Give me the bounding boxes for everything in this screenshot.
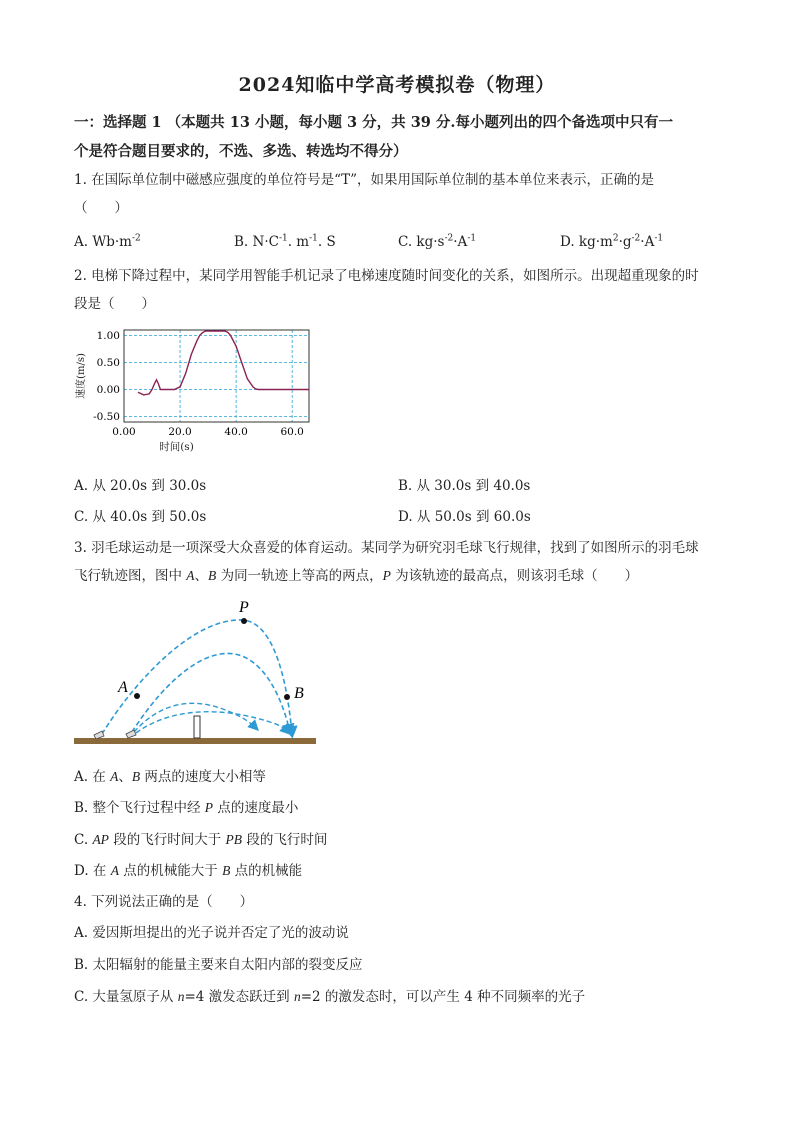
question-1-line-2: （ ） [74,200,128,216]
question-2-line-2: 段是（ ） [74,296,155,312]
point-b-marker [284,694,290,700]
question-3-option-c: C. AP 段的飞行时间大于 PB 段的飞行时间 [74,832,328,848]
section-header-line-1: 一：选择题 1 （本题共 13 小题，每小题 3 分，共 39 分.每小题列出的四个备选项中只有一 [74,114,673,131]
point-a-label: A [118,679,128,696]
point-a-marker [134,693,140,699]
chart-x-tick-label: 20.0 [168,426,192,438]
question-2-stem [74,262,724,318]
chart-y-tick-label: 1.00 [96,329,120,342]
question-4-option-b: B. 太阳辐射的能量主要来自太阳内部的裂变反应 [74,957,363,973]
chart-y-axis-label: 速度(m/s) [76,353,87,399]
velocity-time-chart [74,326,324,458]
chart-y-tick-label: 0.00 [96,384,120,397]
question-3-option-b: B. 整个飞行过程中经 P 点的速度最小 [74,800,299,816]
question-1-option-d: D. $kg\cdot m^2\cdot g^{-2}\cdot A^{-1}$ [560,233,664,250]
chart-x-tick-label: 60.0 [280,426,304,438]
shuttlecock-right [126,730,136,738]
ground [74,738,316,744]
chart-grid [124,330,309,422]
chart-x-tick-label: 40.0 [224,426,248,438]
question-2-option-a: A. 从 20.0s 到 30.0s [74,478,207,494]
question-2-option-d: D. 从 50.0s 到 60.0s [398,509,531,525]
point-p-marker [241,618,247,624]
question-3-option-a: A. 在 A、B 两点的速度大小相等 [74,769,266,785]
chart-frame [124,330,309,422]
velocity-series-line [138,331,309,395]
net-post [194,716,200,738]
point-b-label: B [294,685,304,702]
point-p-label: P [239,599,249,616]
section-header-line-2: 个是符合题目要求的，不选、多选、转选均不得分） [74,143,408,160]
question-3-line-2: 飞行轨迹图，图中 A、B 为同一轨迹上等高的两点，P 为该轨迹的最高点，则该羽毛球（ ） [74,568,639,584]
trajectory-low-2 [136,712,288,733]
question-4-option-c: C. 大量氢原子从 n=4 激发态跃迁到 n=2 的激发态时，可以产生 4 种不同频率的光子 [74,989,586,1005]
chart-x-tick-label: 0.00 [112,426,136,438]
question-1-stem [74,166,724,222]
chart-x-axis-label: 时间(s) [159,441,194,453]
question-4-stem: 4. 下列说法正确的是（ ） [74,894,254,910]
chart-y-tick-label: -0.50 [93,411,120,424]
question-1-option-b: B. $N\cdot C^{-1}$. $m^{-1}$. S [234,233,336,250]
chart-y-tick-label: 0.50 [96,356,120,369]
question-3-line-1: 3. 羽毛球运动是一项深受大众喜爱的体育运动。某同学为研究羽毛球飞行规律，找到了如图所示的羽毛球 [74,540,699,556]
question-2-option-b: B. 从 30.0s 到 40.0s [398,478,531,494]
page-title: 2024知临中学高考模拟卷（物理） [238,74,556,96]
question-4-option-a: A. 爱因斯坦提出的光子说并否定了光的波动说 [74,925,349,941]
question-3-stem [74,534,724,590]
question-1-option-a: A. $Wb\cdot m^{-2}$ [74,233,141,250]
question-1-option-c: C. $kg\cdot s^{-2}\cdot A^{-1}$ [398,233,477,250]
question-2-line-1: 2. 电梯下降过程中，某同学用智能手机记录了电梯速度随时间变化的关系，如图所示。出现超重现象的时 [74,268,699,284]
question-1-line-1: 1. 在国际单位制中磁感应强度的单位符号是“T”，如果用国际单位制的基本单位来表示，正确的是 [74,172,654,188]
trajectory-mid [132,653,290,732]
question-3-option-d: D. 在 A 点的机械能大于 B 点的机械能 [74,863,303,879]
shuttlecock-left [94,731,104,739]
section-header [74,108,724,166]
question-2-option-c: C. 从 40.0s 到 50.0s [74,509,207,525]
badminton-trajectory-figure [70,598,330,750]
